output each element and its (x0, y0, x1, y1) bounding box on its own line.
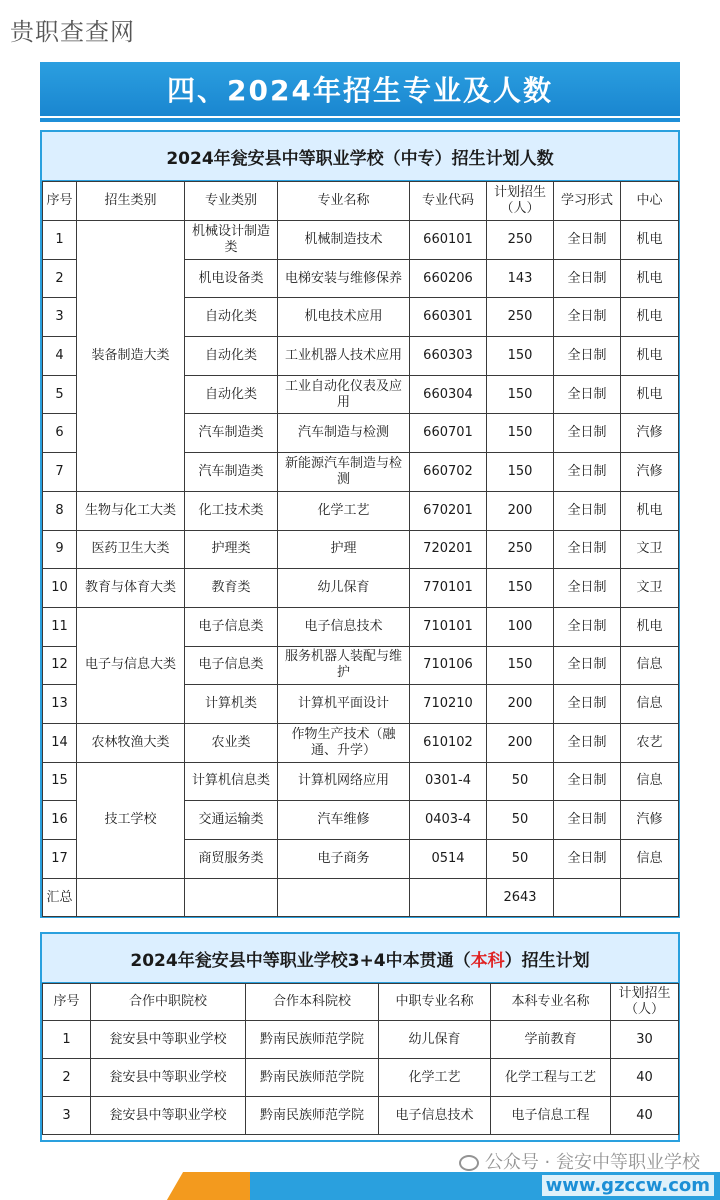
table-cell: 全日制 (554, 607, 621, 646)
table-cell: 1 (43, 221, 77, 260)
table-cell: 机电 (621, 491, 679, 530)
table-cell: 16 (43, 801, 77, 840)
table-cell: 护理 (278, 530, 410, 569)
table-cell: 全日制 (554, 221, 621, 260)
table-cell: 143 (487, 259, 554, 298)
table-cell: 文卫 (621, 569, 679, 608)
table-cell: 信息 (621, 685, 679, 724)
table-row (43, 221, 679, 260)
table-cell: 全日制 (554, 685, 621, 724)
table-cell: 10 (43, 569, 77, 608)
table2-title-prefix: 2024年瓮安县中等职业学校3+4中本贯通（ (130, 950, 471, 971)
table-cell: 自动化类 (185, 298, 278, 337)
table-cell: 瓮安县中等职业学校 (91, 1097, 246, 1135)
header-cell: 专业类别 (185, 182, 278, 221)
table-cell: 电梯安装与维修保养 (278, 259, 410, 298)
table-cell: 200 (487, 685, 554, 724)
table-cell: 770101 (410, 569, 487, 608)
table-cell: 交通运输类 (185, 801, 278, 840)
table-cell: 汽车制造类 (185, 414, 278, 453)
header-cell: 合作本科院校 (246, 984, 379, 1021)
table1-grid (42, 181, 679, 917)
table-cell: 电子信息技术 (278, 607, 410, 646)
table-cell: 教育类 (185, 569, 278, 608)
table-cell: 150 (487, 569, 554, 608)
table2-header-row (43, 984, 679, 1021)
table-cell (185, 878, 278, 917)
table-cell: 710210 (410, 685, 487, 724)
table-cell: 250 (487, 298, 554, 337)
table-cell: 汽修 (621, 453, 679, 492)
table-row (43, 1059, 679, 1097)
table2-title-suffix: ）招生计划 (504, 950, 590, 971)
table-cell: 7 (43, 453, 77, 492)
table-cell: 作物生产技术（融通、升学） (278, 723, 410, 762)
table-cell: 50 (487, 762, 554, 801)
table-cell: 教育与体育大类 (77, 569, 185, 608)
table-cell: 2 (43, 1059, 91, 1097)
table-cell: 15 (43, 762, 77, 801)
table-cell: 250 (487, 530, 554, 569)
table-cell: 610102 (410, 723, 487, 762)
table-row (43, 569, 679, 608)
table-cell: 装备制造大类 (77, 221, 185, 492)
table-cell: 农业类 (185, 723, 278, 762)
table-cell: 瓮安县中等职业学校 (91, 1021, 246, 1059)
table-cell: 660702 (410, 453, 487, 492)
table-cell: 150 (487, 453, 554, 492)
table-cell: 12 (43, 646, 77, 685)
table-cell: 5 (43, 375, 77, 414)
section-banner: 四、2024年招生专业及人数 (40, 62, 680, 116)
table-cell: 机电设备类 (185, 259, 278, 298)
table-cell: 8 (43, 491, 77, 530)
table-cell: 150 (487, 337, 554, 376)
table-cell: 50 (487, 801, 554, 840)
table1-title: 2024年瓮安县中等职业学校（中专）招生计划人数 (42, 132, 678, 181)
table-cell: 机电技术应用 (278, 298, 410, 337)
table-cell: 计算机类 (185, 685, 278, 724)
table-cell: 化工技术类 (185, 491, 278, 530)
table-cell: 660101 (410, 221, 487, 260)
table2-title (42, 934, 678, 983)
table-cell: 汽车制造类 (185, 453, 278, 492)
table2-title-highlight: 本科 (470, 950, 505, 971)
url-watermark: www.gzccw.com (542, 1175, 714, 1196)
table-cell: 新能源汽车制造与检测 (278, 453, 410, 492)
table-cell: 710106 (410, 646, 487, 685)
site-watermark: 贵职查查网 (10, 18, 135, 46)
table-cell: 全日制 (554, 298, 621, 337)
table-cell: 全日制 (554, 646, 621, 685)
header-cell: 学习形式 (554, 182, 621, 221)
table-cell: 9 (43, 530, 77, 569)
table-cell: 信息 (621, 762, 679, 801)
header-cell: 序号 (43, 984, 91, 1021)
table-cell: 机械设计制造类 (185, 221, 278, 260)
table-cell: 11 (43, 607, 77, 646)
table-row (43, 530, 679, 569)
table-cell: 化学工程与工艺 (491, 1059, 611, 1097)
table-cell: 瓮安县中等职业学校 (91, 1059, 246, 1097)
header-cell: 合作中职院校 (91, 984, 246, 1021)
table-cell: 660301 (410, 298, 487, 337)
table-cell: 机电 (621, 337, 679, 376)
table-cell: 2 (43, 259, 77, 298)
table-cell: 化学工艺 (379, 1059, 491, 1097)
table-cell: 护理类 (185, 530, 278, 569)
table-cell: 自动化类 (185, 375, 278, 414)
table-cell: 黔南民族师范学院 (246, 1021, 379, 1059)
table-cell: 自动化类 (185, 337, 278, 376)
table-cell: 服务机器人装配与维护 (278, 646, 410, 685)
table-cell: 计算机平面设计 (278, 685, 410, 724)
total-label: 汇总 (43, 878, 77, 917)
table-row (43, 723, 679, 762)
table-cell: 710101 (410, 607, 487, 646)
table-cell: 全日制 (554, 491, 621, 530)
header-cell: 招生类别 (77, 182, 185, 221)
table-cell: 660304 (410, 375, 487, 414)
table2-grid (42, 983, 679, 1135)
table-cell: 商贸服务类 (185, 840, 278, 879)
table-cell: 全日制 (554, 375, 621, 414)
total-value: 2643 (487, 878, 554, 917)
table-cell: 农林牧渔大类 (77, 723, 185, 762)
table-cell: 农艺 (621, 723, 679, 762)
table-cell: 全日制 (554, 723, 621, 762)
table-cell: 电子信息类 (185, 646, 278, 685)
table-cell: 文卫 (621, 530, 679, 569)
table-cell: 信息 (621, 646, 679, 685)
table-cell: 200 (487, 491, 554, 530)
table-cell: 150 (487, 646, 554, 685)
table-cell: 技工学校 (77, 762, 185, 878)
table-cell (410, 878, 487, 917)
table-cell: 4 (43, 337, 77, 376)
table-cell: 660701 (410, 414, 487, 453)
table-cell: 全日制 (554, 259, 621, 298)
table-cell: 0403-4 (410, 801, 487, 840)
table-cell: 0301-4 (410, 762, 487, 801)
table-cell: 机电 (621, 298, 679, 337)
table-cell: 汽修 (621, 801, 679, 840)
table-cell: 电子信息技术 (379, 1097, 491, 1135)
table-cell: 汽车维修 (278, 801, 410, 840)
table-cell: 机电 (621, 259, 679, 298)
table-cell: 14 (43, 723, 77, 762)
table-cell: 全日制 (554, 453, 621, 492)
table-cell: 计算机信息类 (185, 762, 278, 801)
table-row (43, 762, 679, 801)
table-cell: 150 (487, 414, 554, 453)
table-cell: 生物与化工大类 (77, 491, 185, 530)
table-cell: 150 (487, 375, 554, 414)
table-cell: 机械制造技术 (278, 221, 410, 260)
table-cell: 幼儿保育 (278, 569, 410, 608)
wechat-watermark (459, 1148, 700, 1174)
enrollment-plan-table (40, 130, 680, 918)
total-row (43, 878, 679, 917)
table-cell (554, 878, 621, 917)
integrated-program-table (40, 932, 680, 1142)
table-cell: 250 (487, 221, 554, 260)
table-cell: 670201 (410, 491, 487, 530)
table-cell: 幼儿保育 (379, 1021, 491, 1059)
table-cell: 200 (487, 723, 554, 762)
table-cell: 机电 (621, 375, 679, 414)
table-row (43, 491, 679, 530)
table-cell: 计算机网络应用 (278, 762, 410, 801)
table-cell: 全日制 (554, 801, 621, 840)
header-cell: 本科专业名称 (491, 984, 611, 1021)
table-cell: 汽车制造与检测 (278, 414, 410, 453)
table-cell: 电子商务 (278, 840, 410, 879)
table-cell (278, 878, 410, 917)
wechat-watermark-text: 公众号 · 瓮安中等职业学校 (484, 1152, 700, 1173)
table-cell: 全日制 (554, 530, 621, 569)
table-cell: 13 (43, 685, 77, 724)
table-cell: 0514 (410, 840, 487, 879)
table-cell: 电子信息类 (185, 607, 278, 646)
table-cell: 50 (487, 840, 554, 879)
table-cell: 660206 (410, 259, 487, 298)
header-cell: 专业名称 (278, 182, 410, 221)
table-row (43, 607, 679, 646)
header-cell: 中心 (621, 182, 679, 221)
table-cell: 机电 (621, 607, 679, 646)
header-cell: 中职专业名称 (379, 984, 491, 1021)
table-cell: 720201 (410, 530, 487, 569)
table-cell: 6 (43, 414, 77, 453)
table-cell: 30 (611, 1021, 679, 1059)
table-cell: 全日制 (554, 840, 621, 879)
header-cell: 专业代码 (410, 182, 487, 221)
table-cell: 17 (43, 840, 77, 879)
table-cell: 全日制 (554, 569, 621, 608)
table-row (43, 1021, 679, 1059)
table-cell: 1 (43, 1021, 91, 1059)
table-cell: 660303 (410, 337, 487, 376)
header-cell: 计划招生（人） (611, 984, 679, 1021)
table-cell: 电子信息工程 (491, 1097, 611, 1135)
table-cell: 化学工艺 (278, 491, 410, 530)
table1-header-row (43, 182, 679, 221)
table-cell: 黔南民族师范学院 (246, 1059, 379, 1097)
table-row (43, 1097, 679, 1135)
table-cell: 全日制 (554, 337, 621, 376)
table-cell: 医药卫生大类 (77, 530, 185, 569)
table-cell: 工业自动化仪表及应用 (278, 375, 410, 414)
table-cell: 3 (43, 1097, 91, 1135)
table-cell (621, 878, 679, 917)
table-cell: 汽修 (621, 414, 679, 453)
table-cell: 黔南民族师范学院 (246, 1097, 379, 1135)
wechat-icon (459, 1155, 479, 1171)
table-cell: 学前教育 (491, 1021, 611, 1059)
table-cell: 电子与信息大类 (77, 607, 185, 723)
table-cell: 全日制 (554, 762, 621, 801)
table-cell (77, 878, 185, 917)
table-cell: 信息 (621, 840, 679, 879)
table-cell: 100 (487, 607, 554, 646)
table-cell: 40 (611, 1059, 679, 1097)
header-cell: 序号 (43, 182, 77, 221)
table-cell: 机电 (621, 221, 679, 260)
table-cell: 3 (43, 298, 77, 337)
table-cell: 全日制 (554, 414, 621, 453)
table-cell: 40 (611, 1097, 679, 1135)
table-cell: 工业机器人技术应用 (278, 337, 410, 376)
header-cell: 计划招生（人） (487, 182, 554, 221)
